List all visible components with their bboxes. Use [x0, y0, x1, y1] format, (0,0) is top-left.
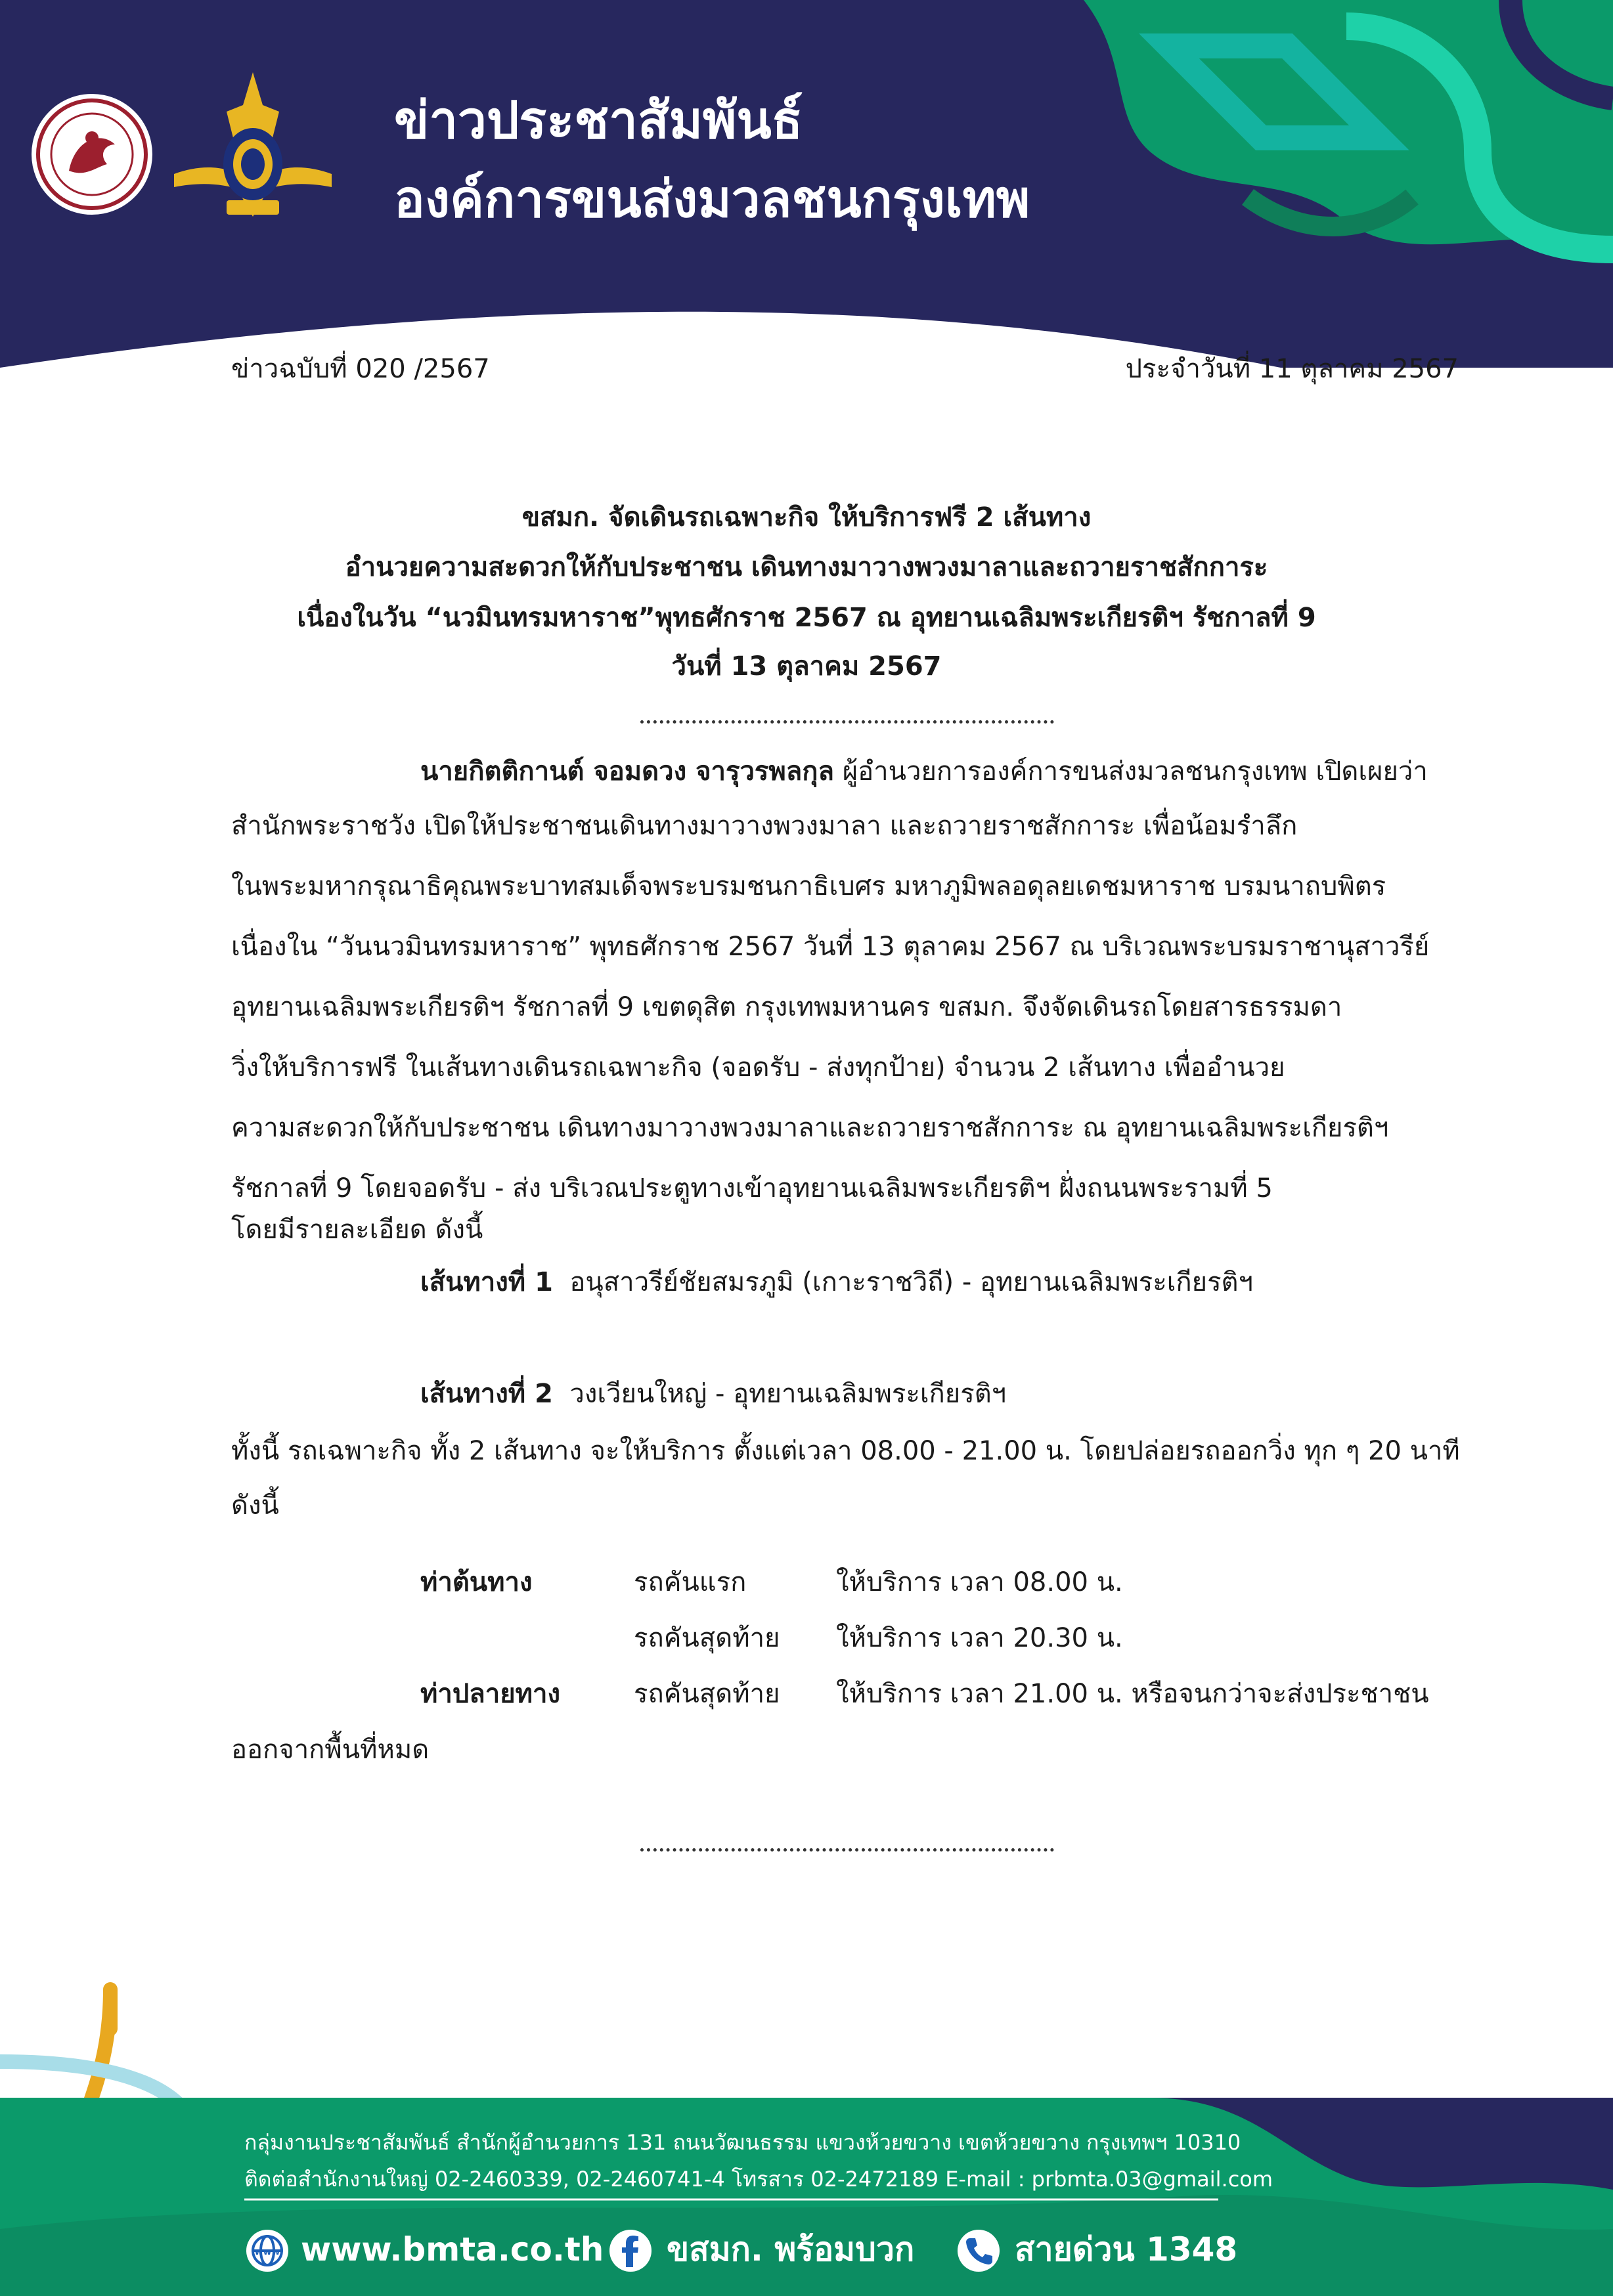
footer-facebook-link[interactable]: ขสมก. พร้อมบวก	[667, 2230, 915, 2268]
royal-seal-icon	[30, 92, 154, 217]
body-line-4: อุทยานเฉลิมพระเกียรติฯ รัชกาลที่ 9 เขตดุสิต กรุงเทพมหานคร ขสมก. จึงจัดเดินรถโดยสารธรรมดา	[231, 992, 1342, 1022]
header-title-line1: ข่าวประชาสัมพันธ์	[394, 91, 803, 150]
footer-website-link[interactable]: www.bmta.co.th	[301, 2230, 604, 2268]
origin-first-time: ให้บริการ เวลา 08.00 น.	[836, 1567, 1123, 1597]
route-2	[420, 1381, 1006, 1407]
dest-time-cont: ออกจากพื้นที่หมด	[231, 1735, 430, 1765]
headline-line-3: เนื่องในวัน “นวมินทรมหาราช”พุทธศักราช 2567 ณ อุทยานเฉลิมพระเกียรติฯ รัชกาลที่ 9	[297, 603, 1316, 633]
footer-hotline[interactable]: สายด่วน 1348	[1015, 2230, 1238, 2268]
divider-dots-top	[640, 720, 1054, 724]
page-footer	[0, 2098, 1613, 2296]
origin-label: ท่าต้นทาง	[420, 1567, 533, 1597]
route-2-desc: วงเวียนใหญ่ - อุทยานเฉลิมพระเกียรติฯ	[569, 1379, 1007, 1409]
body-line-5: วิ่งให้บริการฟรี ในเส้นทางเดินรถเฉพาะกิจ (จอดรับ - ส่งทุกป้าย) จำนวน 2 เส้นทาง เพื่ออำนวย	[231, 1052, 1285, 1083]
body-line-7: รัชกาลที่ 9 โดยจอดรับ - ส่ง บริเวณประตูทางเข้าอุทยานเฉลิมพระเกียรติฯ ฝั่งถนนพระรามที่ 5	[231, 1173, 1273, 1203]
footer-address: กลุ่มงานประชาสัมพันธ์ สำนักผู้อำนวยการ 131 ถนนวัฒนธรรม แขวงห้วยขวาง เขตห้วยขวาง กรุงเทพฯ 10310	[244, 2130, 1241, 2155]
body-line-1: สำนักพระราชวัง เปิดให้ประชาชนเดินทางมาวางพวงมาลา และถวายราชสักการะ เพื่อน้อมรำลึก	[231, 811, 1298, 841]
divider-dots-bottom	[640, 1848, 1054, 1852]
body-line-3: เนื่องใน “วันนวมินทรมหาราช” พุทธศักราช 2567 วันที่ 13 ตุลาคม 2567 ณ บริเวณพระบรมราชานุสาวรีย์	[231, 932, 1430, 962]
bmta-emblem-icon	[174, 66, 332, 230]
body-line-2: ในพระมหากรุณาธิคุณพระบาทสมเด็จพระบรมชนกาธิเบศร มหาภูมิพลอดุลยเดชมหาราช บรมนาถบพิตร	[231, 871, 1386, 901]
body-lead	[420, 758, 1428, 785]
body-line-8: โดยมีรายละเอียด ดังนี้	[231, 1215, 483, 1245]
headline-line-2: อำนวยความสะดวกให้กับประชาชน เดินทางมาวางพวงมาลาและถวายราชสักการะ	[345, 552, 1268, 582]
origin-last-time: ให้บริการ เวลา 20.30 น.	[836, 1623, 1123, 1653]
route-1	[420, 1269, 1253, 1295]
dest-last-bus: รถคันสุดท้าย	[634, 1679, 780, 1709]
origin-first-bus: รถคันแรก	[634, 1567, 747, 1597]
service-line-1: ทั้งนี้ รถเฉพาะกิจ ทั้ง 2 เส้นทาง จะให้บริการ ตั้งแต่เวลา 08.00 - 21.00 น. โดยปล่อยรถออกวิ่ง ทุก ๆ 20 นาที	[231, 1436, 1460, 1466]
headline-line-1: ขสมก. จัดเดินรถเฉพาะกิจ ให้บริการฟรี 2 เส้นทาง	[521, 502, 1092, 532]
dest-label: ท่าปลายทาง	[420, 1679, 560, 1709]
route-1-desc: อนุสาวรีย์ชัยสมรภูมิ (เกาะราชวิถี) - อุทยานเฉลิมพระเกียรติฯ	[569, 1267, 1253, 1297]
header-title-line2: องค์การขนส่งมวลชนกรุงเทพ	[394, 170, 1030, 229]
headline-line-4: วันที่ 13 ตุลาคม 2567	[671, 651, 942, 682]
phone-icon	[956, 2228, 1002, 2274]
dest-time: ให้บริการ เวลา 21.00 น. หรือจนกว่าจะส่งประชาชน	[836, 1679, 1429, 1709]
footer-contact: ติดต่อสำนักงานใหญ่ 02-2460339, 02-2460741-4 โทรสาร 02-2472189 E-mail : prbmta.03@gmail.com	[244, 2167, 1273, 2192]
service-line-2: ดังนี้	[231, 1490, 279, 1521]
body-line-6: ความสะดวกให้กับประชาชน เดินทางมาวางพวงมาลาและถวายราชสักการะ ณ อุทยานเฉลิมพระเกียรติฯ	[231, 1113, 1389, 1143]
news-date: ประจำวันที่ 11 ตุลาคม 2567	[1125, 354, 1459, 384]
body-lead-rest: ผู้อำนวยการองค์การขนส่งมวลชนกรุงเทพ เปิดเผยว่า	[842, 756, 1428, 787]
director-name: นายกิตติกานต์ จอมดวง จารุวรพลกุล	[420, 756, 834, 787]
page-header	[0, 0, 1613, 368]
globe-icon	[244, 2228, 290, 2274]
news-number: ข่าวฉบับที่ 020 /2567	[231, 354, 490, 384]
route-2-label: เส้นทางที่ 2	[420, 1379, 553, 1409]
origin-last-bus: รถคันสุดท้าย	[634, 1623, 780, 1653]
facebook-icon	[608, 2228, 653, 2274]
route-1-label: เส้นทางที่ 1	[420, 1267, 553, 1297]
svg-text:www: www	[254, 2247, 280, 2257]
